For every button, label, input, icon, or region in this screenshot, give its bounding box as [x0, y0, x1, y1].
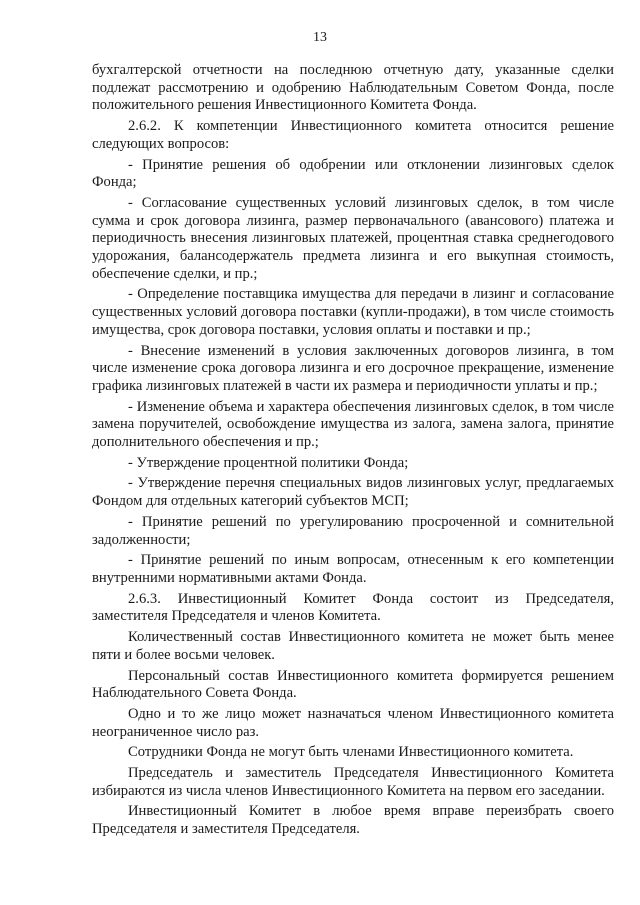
paragraph: бухгалтерской отчетности на последнюю отчетную дату, указанные сделки подлежат рассмотрению и одобрению Наблюдательным Советом Фонда, после положительного решения Инвестиционного Комитета Фонда. [92, 62, 614, 114]
paragraph: - Принятие решений по урегулированию просроченной и сомнительной задолженности; [92, 513, 614, 548]
paragraph: - Изменение объема и характера обеспечения лизинговых сделок, в том числе замена поручителей, освобождение имущества из залога, замена залога, принятие дополнительного обеспечения и пр.; [92, 398, 614, 451]
document-body [92, 62, 614, 842]
paragraph: - Утверждение процентной политики Фонда; [128, 454, 409, 471]
paragraph: Сотрудники Фонда не могут быть членами Инвестиционного комитета. [128, 744, 574, 761]
paragraph: Председатель и заместитель Председателя Инвестиционного Комитета избираются из числа членов Инвестиционного Комитета на первом его заседании. [92, 765, 614, 799]
paragraph: - Утверждение перечня специальных видов лизинговых услуг, предлагаемых Фондом для отдельных категорий субъектов МСП; [92, 475, 614, 510]
page-number: 13 [313, 30, 327, 45]
paragraph: - Внесение изменений в условия заключенных договоров лизинга, в том числе изменение срока договора лизинга и его досрочное прекращение, изменение графика лизинговых платежей в части их размера и периодичности уплаты и пр.; [92, 342, 614, 394]
paragraph: - Принятие решений по иным вопросам, отнесенным к его компетенции внутренними нормативными актами Фонда. [92, 552, 614, 586]
paragraph: Одно и то же лицо может назначаться членом Инвестиционного комитета неограниченное число раз. [92, 705, 614, 740]
paragraph: - Определение поставщика имущества для передачи в лизинг и согласование существенных условий договора поставки (купли-продажи), в том числе стоимость имущества, срок договора поставки, условия оплаты и поставки и пр.; [92, 286, 614, 338]
paragraph: Инвестиционный Комитет в любое время вправе переизбрать своего Председателя и заместителя Председателя. [92, 803, 614, 838]
paragraph: 2.6.2. К компетенции Инвестиционного комитета относится решение следующих вопросов: [92, 118, 614, 152]
paragraph: Количественный состав Инвестиционного комитета не может быть менее пяти и более восьми человек. [92, 629, 614, 663]
paragraph: - Согласование существенных условий лизинговых сделок, в том числе сумма и срок договора лизинга, размер первоначального (авансового) платежа и периодичность внесения лизинговых платежей, процентная ставка среднегодового удорожания, балансодержатель предмета лизинга и его выкупная стоимость, обеспечение сделки, и пр.; [92, 194, 614, 282]
paragraph: Персональный состав Инвестиционного комитета формируется решением Наблюдательного Совета Фонда. [92, 667, 614, 702]
paragraph: - Принятие решения об одобрении или отклонении лизинговых сделок Фонда; [92, 156, 614, 191]
paragraph: 2.6.3. Инвестиционный Комитет Фонда состоит из Председателя, заместителя Председателя и членов Комитета. [92, 590, 614, 625]
